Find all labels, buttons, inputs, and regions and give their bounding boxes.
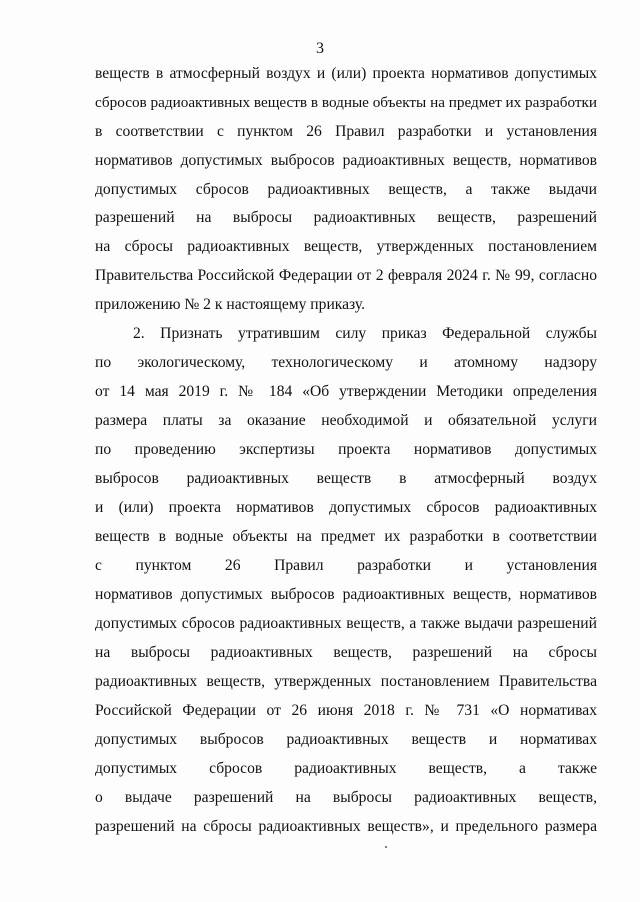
body-text-line: веществ в водные объекты на предмет их разработки в соответствии [95,528,597,545]
body-text-line: на сбросы радиоактивных веществ, утвержденных постановлением [95,238,597,255]
body-text-line: в соответствии с пунктом 26 Правил разработки и установления [95,123,597,140]
scan-speck [385,846,387,848]
body-text-line: нормативов допустимых выбросов радиоактивных веществ, нормативов [95,152,597,169]
body-text-line: нормативов допустимых выбросов радиоактивных веществ, нормативов [95,586,597,603]
body-text-line: разрешений на выбросы радиоактивных веществ, разрешений [95,209,597,226]
body-text-line: по проведению экспертизы проекта нормативов допустимых [95,441,597,458]
body-text-line: Правительства Российской Федерации от 2 февраля 2024 г. № 99, согласно [95,267,597,284]
body-text-line: радиоактивных веществ, утвержденных постановлением Правительства [95,673,597,690]
page-number: 3 [316,40,324,57]
body-text-line: о выдаче разрешений на выбросы радиоактивных веществ, [95,789,597,806]
body-text-line: приложению № 2 к настоящему приказу. [95,296,366,313]
body-text-line: сбросов радиоактивных веществ в водные объекты на предмет их разработки [95,94,597,111]
body-text-line: от 14 мая 2019 г. № 184 «Об утверждении Методики определения [95,383,597,400]
body-text-line: по экологическому, технологическому и атомному надзору [95,354,597,371]
body-text-line: и (или) проекта нормативов допустимых сбросов радиоактивных [95,499,597,516]
body-text-line: разрешений на сбросы радиоактивных веществ», и предельного размера [95,818,597,835]
paragraph-first-line: 2. Признать утратившим силу приказ Федеральной службы [133,325,597,342]
body-text-line: веществ в атмосферный воздух и (или) проекта нормативов допустимых [95,65,597,82]
body-text-line: допустимых сбросов радиоактивных веществ, а также выдачи разрешений [95,615,597,632]
body-text-line: допустимых выбросов радиоактивных веществ и нормативах [95,731,597,748]
body-text-line: допустимых сбросов радиоактивных веществ, а также [95,760,597,777]
body-text-line: Российской Федерации от 26 июня 2018 г. № 731 «О нормативах [95,702,597,719]
body-text-line: с пунктом 26 Правил разработки и установления [95,557,597,574]
body-text-line: выбросов радиоактивных веществ в атмосферный воздух [95,470,597,487]
body-text-line: размера платы за оказание необходимой и обязательной услуги [95,412,597,429]
body-text-line: допустимых сбросов радиоактивных веществ, а также выдачи [95,181,597,198]
body-text-line: на выбросы радиоактивных веществ, разрешений на сбросы [95,644,597,661]
